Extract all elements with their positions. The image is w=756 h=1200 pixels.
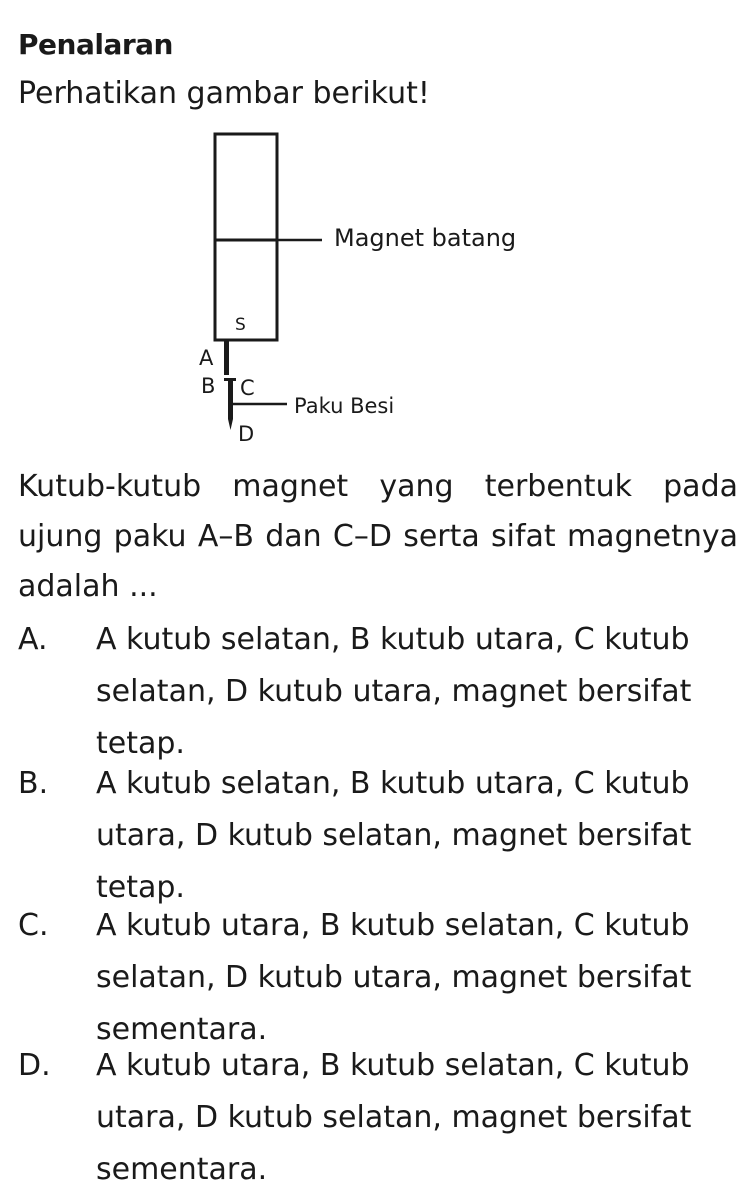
bar-magnet	[215, 134, 277, 340]
magnet-diagram	[0, 0, 756, 460]
option-letter: D.	[18, 1048, 51, 1083]
nail-lower	[228, 381, 233, 419]
point-c-label: C	[240, 376, 255, 400]
point-d-label: D	[238, 422, 255, 446]
intro-text: Perhatikan gambar berikut!	[18, 76, 430, 111]
option-text: A kutub selatan, B kutub utara, C kutub utara, D kutub selatan, magnet bersifat tetap.	[96, 766, 692, 905]
pole-label: S	[235, 315, 246, 335]
option-letter: B.	[18, 766, 49, 801]
point-a-label: A	[199, 346, 214, 370]
magnet-label: Magnet batang	[334, 224, 517, 252]
nail-label: Paku Besi	[294, 394, 395, 418]
nail-lower-head	[224, 378, 236, 381]
point-b-label: B	[201, 374, 216, 398]
question-text: Kutub-kutub magnet yang terbentuk pada ujung paku A–B dan C–D serta sifat magnetnya adalah ...	[18, 469, 738, 604]
option-text: A kutub utara, B kutub selatan, C kutub selatan, D kutub utara, magnet bersifat sementara.	[96, 908, 692, 1047]
option-text: A kutub selatan, B kutub utara, C kutub selatan, D kutub utara, magnet bersifat tetap.	[96, 622, 692, 761]
option-letter: C.	[18, 908, 49, 943]
nail-tip	[228, 419, 233, 430]
option-letter: A.	[18, 622, 48, 657]
option-text: A kutub utara, B kutub selatan, C kutub utara, D kutub selatan, magnet bersifat sementara.	[96, 1048, 692, 1187]
nail-upper	[224, 341, 229, 375]
section-heading: Penalaran	[18, 28, 173, 61]
